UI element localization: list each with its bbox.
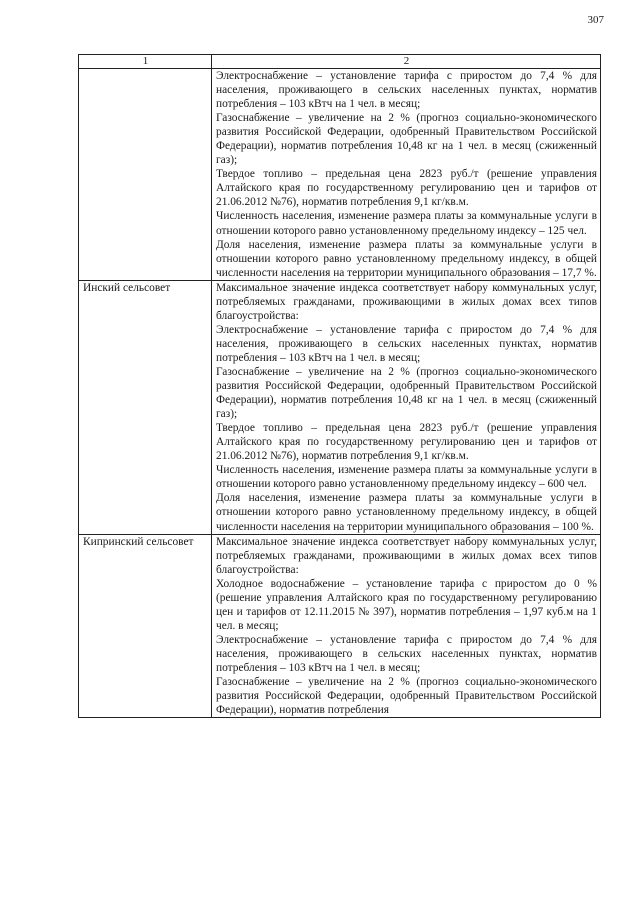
paragraph-electricity: Электроснабжение – установление тарифа с приростом до 7,4 % для населения, проживающего в сельских населенных пунктах, норматив потребления – 103 кВтч на 1 чел. в месяц; — [216, 70, 597, 111]
paragraph-population-count: Численность населения, изменение размера платы за коммунальные услуги в отношении которого равно установленному предельному индексу – 125 чел. — [216, 210, 597, 237]
table-row — [79, 280, 601, 534]
description-cell — [212, 69, 601, 281]
description-cell — [212, 534, 601, 718]
table-row — [79, 69, 601, 281]
paragraph-max-index: Максимальное значение индекса соответствует набору коммунальных услуг, потребляемых гражданами, проживающими в жилых домах всех типов благоустройства: — [216, 281, 597, 322]
description-cell — [212, 280, 601, 534]
municipality-cell: Кипринский сельсовет — [79, 534, 212, 718]
column-header-1: 1 — [79, 55, 212, 69]
column-header-2: 2 — [212, 55, 601, 69]
table-row — [79, 534, 601, 718]
paragraph-electricity: Электроснабжение – установление тарифа с приростом до 7,4 % для населения, проживающего в сельских населенных пунктах, норматив потребления – 103 кВтч на 1 чел. в месяц; — [216, 323, 597, 364]
paragraph-population-share: Доля населения, изменение размера платы за коммунальные услуги в отношении которого равно установленному предельному индексу, в общей численности населения на территории муниципального образования – 17,7 %. — [216, 238, 597, 279]
municipality-cell: Инский сельсовет — [79, 280, 212, 534]
page-number: 307 — [587, 14, 604, 26]
paragraph-population-share: Доля населения, изменение размера платы за коммунальные услуги в отношении которого равно установленному предельному индексу, в общей численности населения на территории муниципального образования – 100 %. — [216, 492, 597, 533]
municipality-cell — [79, 69, 212, 281]
paragraph-cold-water: Холодное водоснабжение – установление тарифа с приростом до 0 % (решение управления Алтайского края по государственному регулированию цен и тарифов от 12.11.2015 № 397), норматив потребления – 1,97 куб.м на 1 чел. в месяц; — [216, 577, 597, 632]
paragraph-gas: Газоснабжение – увеличение на 2 % (прогноз социально-экономического развития Российской Федерации, одобренный Правительством Российской Федерации), норматив потребления 10,48 кг на 1 чел. в месяц (сжиженный газ); — [216, 365, 597, 421]
paragraph-max-index: Максимальное значение индекса соответствует набору коммунальных услуг, потребляемых гражданами, проживающими в жилых домах всех типов благоустройства: — [216, 535, 597, 576]
paragraph-gas: Газоснабжение – увеличение на 2 % (прогноз социально-экономического развития Российской Федерации, одобренный Правительством Российской Федерации), норматив потребления — [216, 676, 597, 717]
utility-index-table — [78, 54, 601, 718]
paragraph-electricity: Электроснабжение – установление тарифа с приростом до 7,4 % для населения, проживающего в сельских населенных пунктах, норматив потребления – 103 кВтч на 1 чел. в месяц; — [216, 633, 597, 674]
paragraph-solid-fuel: Твердое топливо – предельная цена 2823 руб./т (решение управления Алтайского края по государственному регулированию цен и тарифов от 21.06.2012 №76), норматив потребления 9,1 кг/кв.м. — [216, 422, 597, 463]
paragraph-solid-fuel: Твердое топливо – предельная цена 2823 руб./т (решение управления Алтайского края по государственному регулированию цен и тарифов от 21.06.2012 №76), норматив потребления 9,1 кг/кв.м. — [216, 168, 597, 209]
paragraph-population-count: Численность населения, изменение размера платы за коммунальные услуги в отношении которого равно установленному предельному индексу – 600 чел. — [216, 464, 597, 491]
paragraph-gas: Газоснабжение – увеличение на 2 % (прогноз социально-экономического развития Российской Федерации, одобренный Правительством Российской Федерации), норматив потребления 10,48 кг на 1 чел. в месяц (сжиженный газ); — [216, 112, 597, 167]
table-header-row — [79, 55, 601, 69]
